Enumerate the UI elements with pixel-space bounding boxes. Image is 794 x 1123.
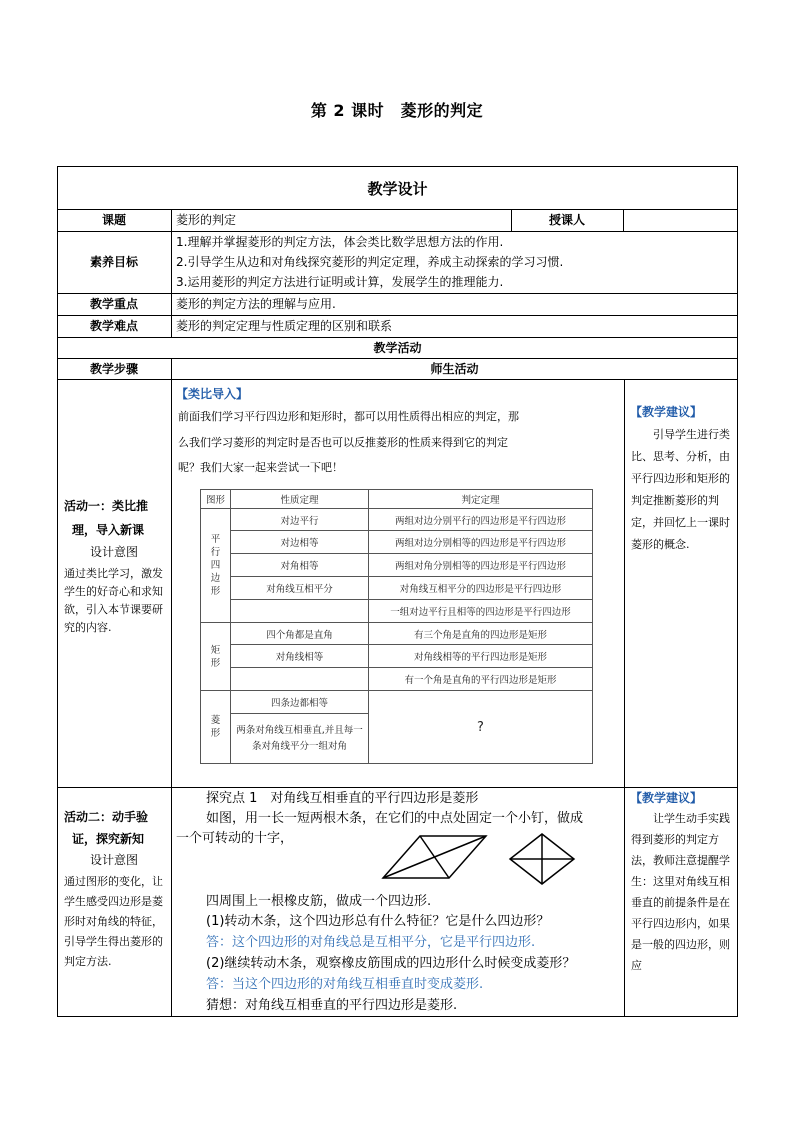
teacher-student-label: 师生活动	[430, 362, 479, 376]
activity1-design-text: 通过类比学习，激发学生的好奇心和求知欲，引入本节课要研究的内容.	[64, 567, 163, 634]
guess: 猜想：对角线互相垂直的平行四边形是菱形.	[206, 998, 458, 1013]
difficulty-value: 菱形的判定定理与性质定理的区别和联系	[176, 319, 393, 333]
ref-header-shape: 图形	[201, 490, 231, 509]
key-value: 菱形的判定方法的理解与应用.	[176, 297, 336, 311]
activity2-design-text: 通过图形的变化，让学生感受四边形是菱形时对角线的特征，引导学生得出菱形的判定方法.	[64, 875, 163, 968]
goals-label: 素养目标	[89, 255, 138, 269]
intro-line-2: 么我们学习菱形的判定时是否也可以反推菱形的性质来得到它的判定	[178, 436, 508, 449]
ref-cell	[231, 668, 369, 691]
question-1: (1)转动木条，这个四边形总有什么特征？它是什么四边形？	[206, 914, 550, 929]
ref-cell: 一组对边平行且相等的四边形是平行四边形	[369, 600, 593, 623]
ref-cell	[231, 600, 369, 623]
ref-header-criterion: 判定定理	[369, 490, 593, 509]
teacher-label: 授课人	[548, 213, 585, 227]
ref-cell	[231, 714, 369, 764]
ref-cell: 对角线互相平分	[231, 577, 369, 600]
goal-3: 3.运用菱形的判定方法进行证明或计算，发展学生的推理能力.	[176, 275, 504, 289]
rhombus-figures	[380, 832, 610, 888]
ref-cell: 有三个角是直角的四边形是矩形	[369, 623, 593, 645]
ref-cell: 对角线互相平分的四边形是平行四边形	[369, 577, 593, 600]
activity1-name-line1: 活动一：类比推	[64, 499, 149, 513]
activity2-suggestion-tag: 【教学建议】	[630, 791, 703, 805]
difficulty-label: 教学难点	[89, 319, 138, 333]
page-title: 第 2 课时 菱形的判定	[310, 101, 484, 120]
answer-2: 答：当这个四边形的对角线互相垂直时变成菱形.	[206, 977, 484, 992]
parallelogram-diagonal-short	[420, 836, 449, 878]
comparison-table	[200, 489, 593, 764]
topic-label: 课题	[101, 213, 126, 227]
question-2: (2)继续转动木条，观察橡皮筋围成的四边形什么时候变成菱形？	[206, 956, 576, 971]
ref-header-property: 性质定理	[231, 490, 369, 509]
ref-question-cell: ?	[369, 691, 593, 764]
ref-cell: 对角线相等	[231, 645, 369, 668]
ref-rhombus-property: 两条对角线互相垂直,并且每一条对角线平分一组对角	[236, 724, 363, 752]
paragraph-1-line2: 一个可转动的十字，	[176, 831, 294, 846]
activity1-name-line2: 理，导入新课	[72, 523, 145, 537]
intro-line-1: 前面我们学习平行四边形和矩形时，都可以用性质得出相应的判定，那	[178, 410, 519, 423]
ref-shape-parallelogram: 平行四边形	[201, 509, 231, 623]
activity1-design-label: 设计意图	[89, 545, 138, 559]
activity2-name-line2: 证，探究新知	[72, 832, 145, 846]
ref-cell: 四条边都相等	[231, 691, 369, 714]
goal-1: 1.理解并掌握菱形的判定方法，体会类比数学思想方法的作用.	[176, 235, 504, 249]
ref-cell: 四个角都是直角	[231, 623, 369, 645]
paragraph-2: 四周围上一根橡皮筋，做成一个四边形.	[206, 894, 432, 909]
ref-cell: 两组对边分别相等的四边形是平行四边形	[369, 531, 593, 554]
activity1-suggestion-text: 引导学生进行类比、思考、分析，由平行四边形和矩形的判定推断菱形的判定，并回忆上一课时菱形的概念.	[631, 428, 730, 551]
ref-cell: 对角线相等的平行四边形是矩形	[369, 645, 593, 668]
key-label: 教学重点	[89, 297, 138, 311]
ref-cell: 有一个角是直角的平行四边形是矩形	[369, 668, 593, 691]
activity2-design-label: 设计意图	[89, 853, 138, 867]
rhombus-figure	[510, 834, 574, 884]
ref-cell: 对边平行	[231, 509, 369, 531]
table-heading: 教学设计	[367, 180, 428, 198]
paragraph-1-line1: 如图，用一长一短两根木条，在它们的中点处固定一个小钉，做成	[206, 811, 584, 826]
answer-1: 答：这个四边形的对角线总是互相平分，它是平行四边形.	[206, 935, 536, 950]
activity2-suggestion-text: 让学生动手实践得到菱形的判定方法，教师注意提醒学生：这里对角线互相垂直的前提条件是在平行四边形内，如果是一般的四边形，则应	[631, 812, 730, 972]
parallelogram-figure	[383, 836, 486, 878]
activities-heading: 教学活动	[373, 341, 422, 355]
intro-line-3: 呢？我们大家一起来尝试一下吧！	[178, 461, 343, 474]
ref-shape-rhombus: 菱形	[201, 691, 231, 764]
activity1-section-tag: 【类比导入】	[176, 387, 249, 401]
ref-cell: 两组对角分别相等的四边形是平行四边形	[369, 554, 593, 577]
ref-cell: 两组对边分别平行的四边形是平行四边形	[369, 509, 593, 531]
ref-cell: 对边相等	[231, 531, 369, 554]
steps-label: 教学步骤	[89, 362, 138, 376]
ref-shape-rectangle: 矩形	[201, 623, 231, 691]
point-title: 探究点 1 对角线互相垂直的平行四边形是菱形	[206, 791, 479, 806]
activity1-suggestion-tag: 【教学建议】	[630, 405, 703, 419]
activity2-name-line1: 活动二：动手验	[64, 810, 149, 824]
ref-cell: 对角相等	[231, 554, 369, 577]
topic-value: 菱形的判定	[176, 213, 237, 227]
goal-2: 2.引导学生从边和对角线探究菱形的判定定理，养成主动探索的学习习惯.	[176, 255, 564, 269]
